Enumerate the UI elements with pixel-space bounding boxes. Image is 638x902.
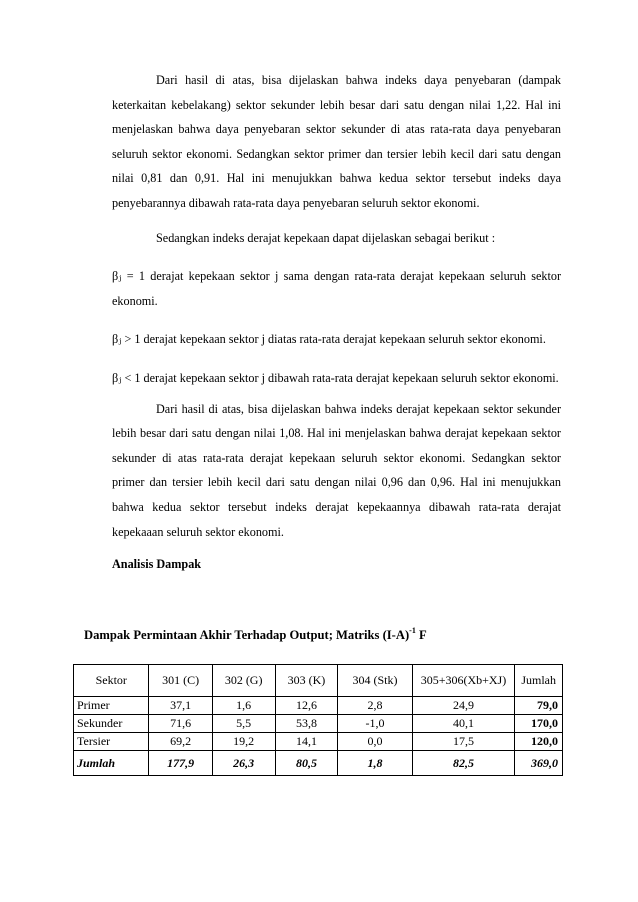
cell-value: 37,1 <box>149 697 212 715</box>
table-row <box>74 697 563 715</box>
header-sektor: Sektor <box>74 665 149 697</box>
table-row <box>74 733 563 751</box>
cell-sector: Tersier <box>74 733 149 751</box>
cell-value: 1,8 <box>338 751 412 776</box>
paragraph-derajat-kepekaan-intro: Sedangkan indeks derajat kepekaan dapat dijelaskan sebagai berikut : <box>156 230 496 245</box>
header-jumlah: Jumlah <box>515 665 563 697</box>
table-title-suffix: F <box>415 628 427 643</box>
cell-grand-total: 369,0 <box>515 751 563 776</box>
cell-value: 5,5 <box>212 715 275 733</box>
cell-sector: Sekunder <box>74 715 149 733</box>
cell-value: 24,9 <box>412 697 515 715</box>
cell-value: 69,2 <box>149 733 212 751</box>
table-total-row <box>74 751 563 776</box>
paragraph-beta-greater: βⱼ > 1 derajat kepekaan sektor j diatas rata-rata derajat kepekaan seluruh sektor ekonomi. <box>112 332 546 347</box>
header-304: 304 (Stk) <box>338 665 412 697</box>
cell-value: -1,0 <box>338 715 412 733</box>
table-row <box>74 715 563 733</box>
cell-value: 40,1 <box>412 715 515 733</box>
paragraph-beta-less: βⱼ < 1 derajat kepekaan sektor j dibawah rata-rata derajat kepekaan seluruh sektor ekonomi. <box>112 370 559 385</box>
header-305-306: 305+306(Xb+XJ) <box>412 665 515 697</box>
header-302: 302 (G) <box>212 665 275 697</box>
cell-value: 71,6 <box>149 715 212 733</box>
paragraph-kepekaan-result: Dari hasil di atas, bisa dijelaskan bahwa indeks derajat kepekaan sektor sekunder lebih besar dari satu dengan nilai 1,08. Hal ini menjelaskan bahwa derajat kepekaan sektor sekunder di atas rata-rata derajat kepekaan seluruh sektor ekonomi. Sedangkan sektor primer dan tersier lebih kecil dari satu dengan nilai 0,96 dan 0,96. Hal ini menujukkan bahwa kedua sektor tersebut indeks derajat kepekaannya dibawah rata-rata derajat kepekaaan seluruh sektor ekonomi. <box>112 401 561 539</box>
cell-value: 82,5 <box>412 751 515 776</box>
cell-value: 177,9 <box>149 751 212 776</box>
cell-value: 53,8 <box>275 715 338 733</box>
cell-jumlah-label: Jumlah <box>74 751 149 776</box>
cell-total: 170,0 <box>515 715 563 733</box>
table-title-superscript: -1 <box>409 626 416 635</box>
cell-value: 14,1 <box>275 733 338 751</box>
cell-value: 0,0 <box>338 733 412 751</box>
cell-value: 1,6 <box>212 697 275 715</box>
cell-value: 80,5 <box>275 751 338 776</box>
cell-value: 26,3 <box>212 751 275 776</box>
body-text <box>112 68 561 577</box>
paragraph-daya-penyebaran: Dari hasil di atas, bisa dijelaskan bahwa indeks daya penyebaran (dampak keterkaitan kebelakang) sektor sekunder lebih besar dari satu dengan nilai 1,22. Hal ini menjelaskan bahwa daya penyebaran sektor sekunder di atas rata-rata daya penyebaran seluruh sektor ekonomi. Sedangkan sektor primer dan tersier lebih kecil dari satu dengan nilai 0,81 dan 0,91. Hal ini menujukkan bahwa kedua sektor tersebut indeks daya penyebarannya dibawah rata-rata daya penyebaran seluruh sektor ekonomi. <box>112 73 561 210</box>
cell-value: 17,5 <box>412 733 515 751</box>
impact-table <box>73 664 563 776</box>
cell-sector: Primer <box>74 697 149 715</box>
section-heading: Analisis Dampak <box>112 557 202 572</box>
table-title-text: Dampak Permintaan Akhir Terhadap Output; Matriks (I-A) <box>84 628 410 643</box>
header-303: 303 (K) <box>275 665 338 697</box>
table-title <box>84 627 584 643</box>
cell-value: 19,2 <box>212 733 275 751</box>
cell-total: 79,0 <box>515 697 563 715</box>
header-301: 301 (C) <box>149 665 212 697</box>
table-header-row <box>74 665 563 697</box>
cell-value: 2,8 <box>338 697 412 715</box>
paragraph-beta-equal: βⱼ = 1 derajat kepekaan sektor j sama dengan rata-rata derajat kepekaan seluruh sektor ekonomi. <box>112 269 561 308</box>
cell-total: 120,0 <box>515 733 563 751</box>
cell-value: 12,6 <box>275 697 338 715</box>
